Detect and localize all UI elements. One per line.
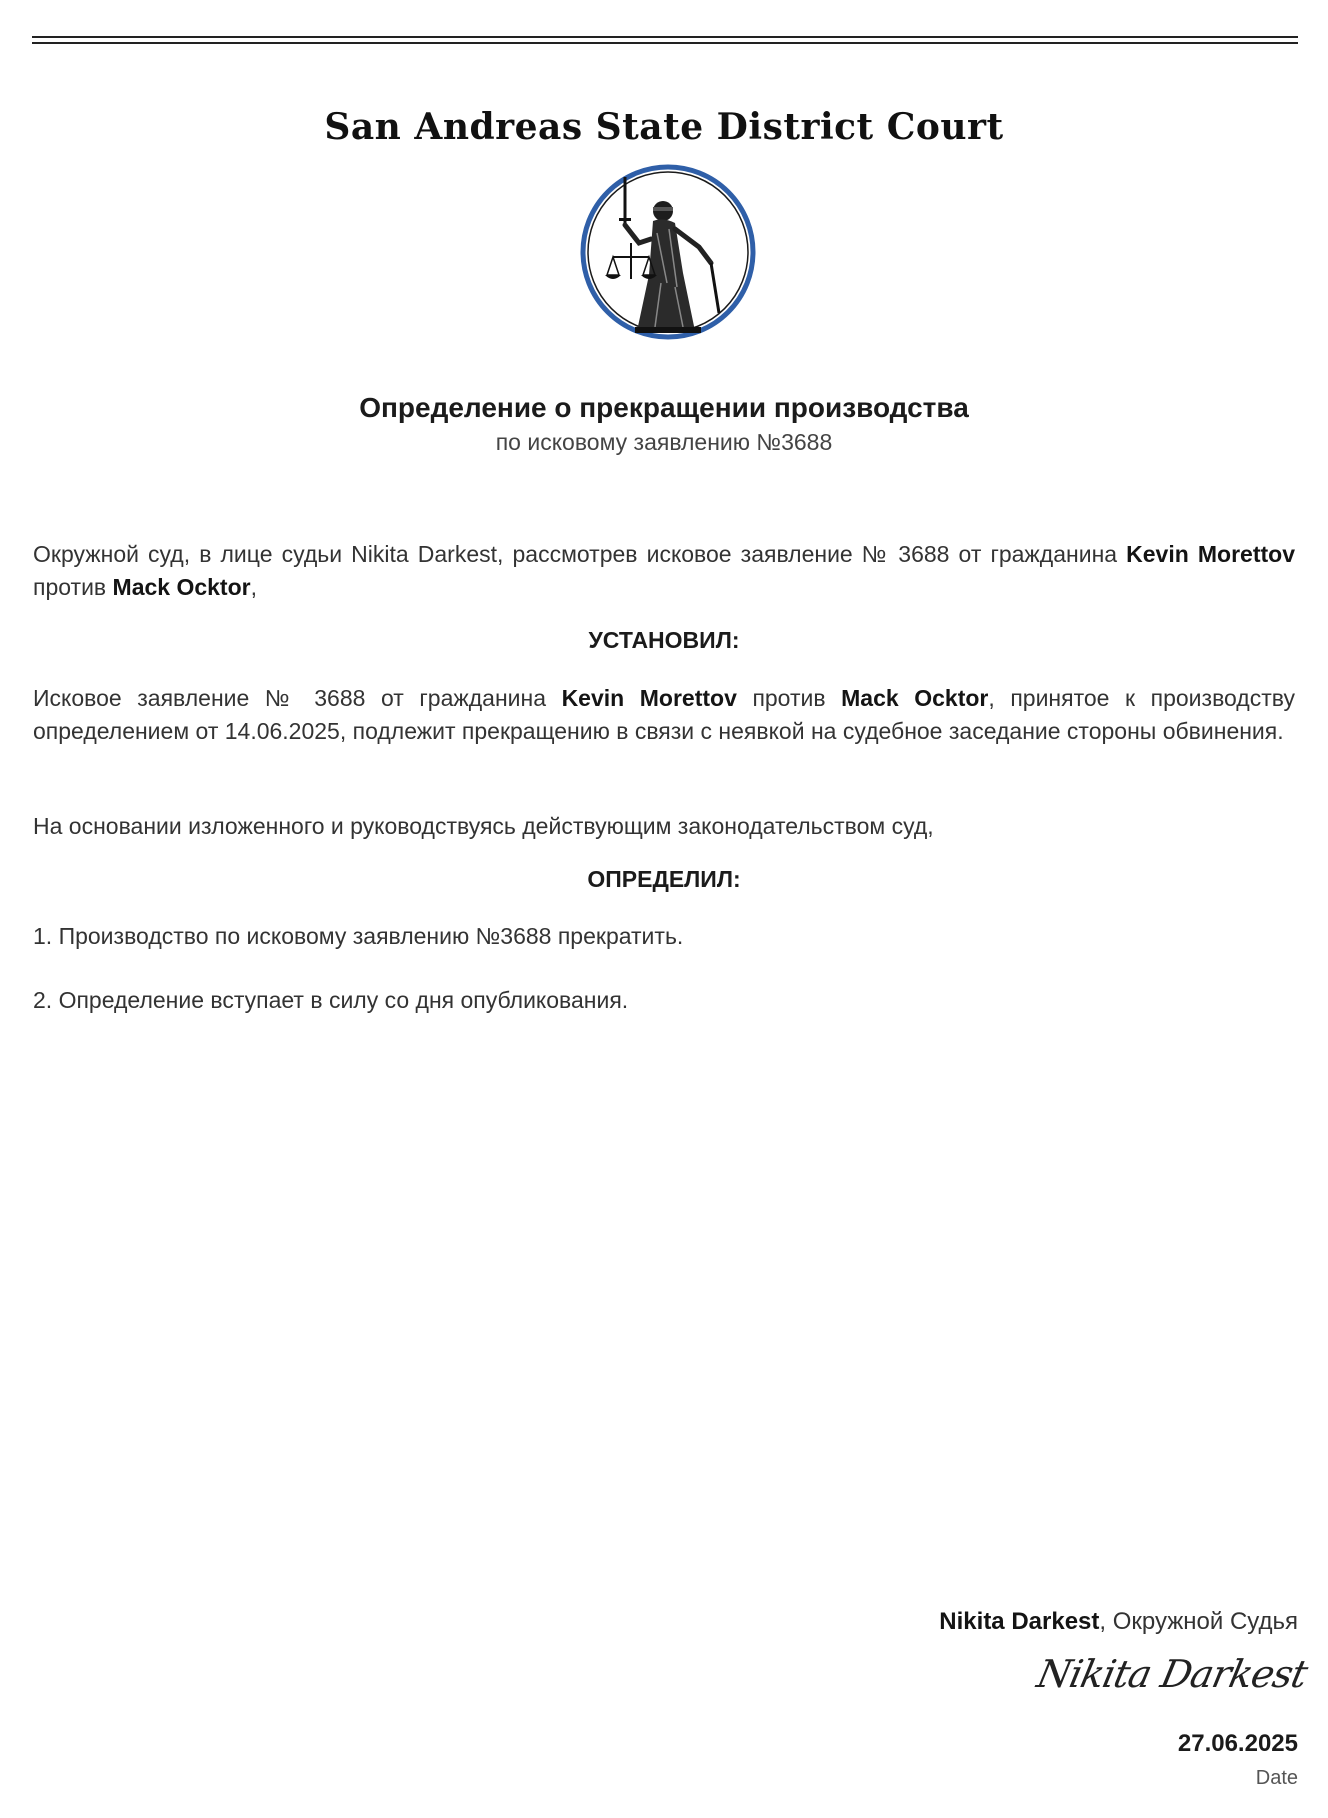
judge-signature-line	[939, 1608, 1298, 1636]
intro-comma: ,	[250, 573, 257, 600]
decision-item: 1. Производство по исковому заявлению №3688 прекратить.	[33, 923, 684, 949]
intro-text: Окружной суд, в лице судьи Nikita Darkest, рассмотрев исковое заявление № 3688 от гражданина	[33, 541, 1127, 567]
judge-name: Nikita Darkest	[939, 1608, 1100, 1635]
basis-paragraph: На основании изложенного и руководствуясь действующим законодательством суд,	[33, 813, 934, 839]
lady-justice-seal-icon	[579, 163, 757, 341]
established-defendant-name: Mack Ocktor	[841, 685, 989, 711]
established-plaintiff-name: Kevin Morettov	[561, 685, 737, 711]
established-text-end: , принятое к производству определением от 14.06.2025, подлежит прекращению в связи с неявкой на судебное заседание стороны обвинения.	[33, 685, 1295, 744]
judge-title: , Окружной Судья	[1099, 1608, 1298, 1635]
intro-paragraph	[33, 538, 1295, 603]
decision-item: 2. Определение вступает в силу со дня опубликования.	[33, 987, 629, 1013]
top-double-rule	[32, 36, 1298, 44]
decided-heading: ОПРЕДЕЛИЛ:	[587, 866, 741, 892]
established-paragraph	[33, 682, 1295, 747]
date-label: Date	[1255, 1767, 1298, 1789]
intro-against: против	[33, 573, 113, 600]
document-date: 27.06.2025	[1177, 1730, 1298, 1757]
established-text: Исковое заявление № 3688 от гражданина	[33, 685, 562, 711]
court-name-heading: San Andreas State District Court	[324, 106, 1004, 148]
defendant-name: Mack Ocktor	[112, 573, 251, 600]
document-subtitle: по исковому заявлению №3688	[495, 429, 833, 455]
document-title: Определение о прекращении производства	[359, 392, 969, 423]
established-against: против	[736, 685, 842, 711]
handwritten-signature: Nikita Darkest	[1033, 1652, 1311, 1696]
plaintiff-name: Kevin Morettov	[1126, 541, 1295, 567]
established-heading: УСТАНОВИЛ:	[588, 627, 740, 653]
document-title-block	[0, 390, 1328, 458]
